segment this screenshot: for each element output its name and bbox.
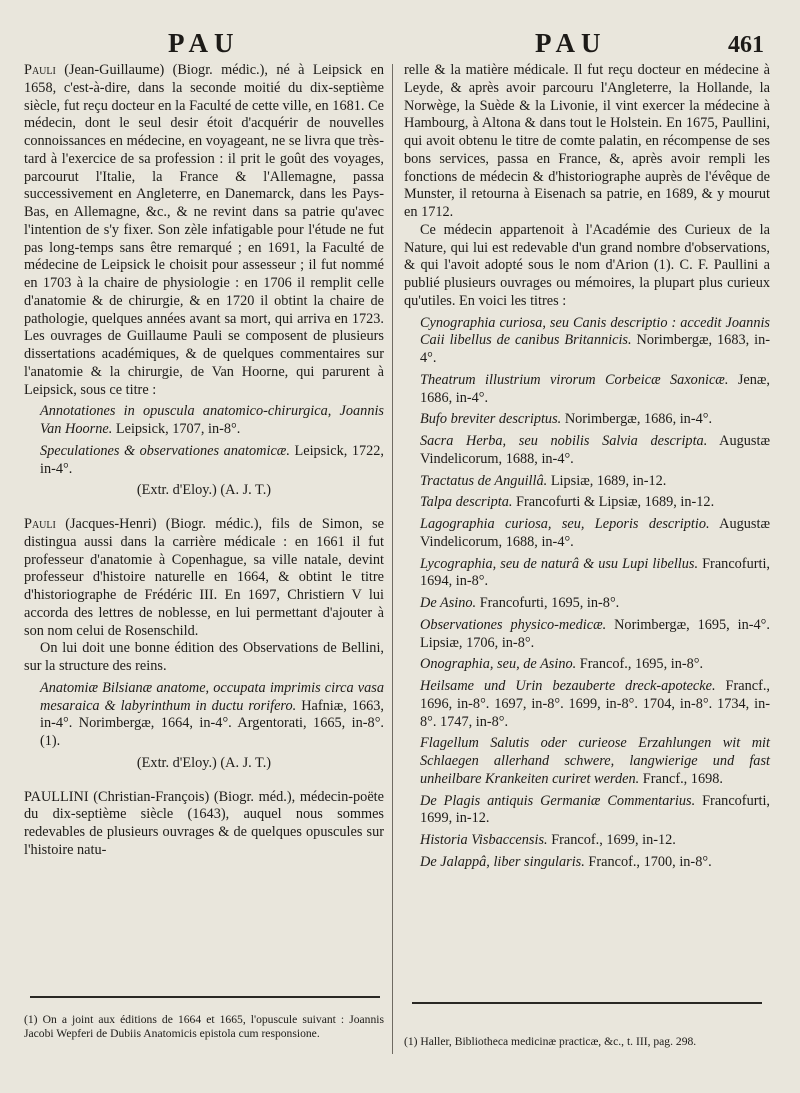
work-reference xyxy=(404,473,770,491)
column-divider xyxy=(392,64,393,1054)
work-publication: Francof., 1695, in-8°. xyxy=(579,656,704,673)
work-publication: Francofurti, 1695, in-8°. xyxy=(479,595,620,611)
work-reference xyxy=(24,403,384,439)
work-title: Lagographia curiosa, seu, Leporis descriptio. xyxy=(420,516,710,532)
work-title: Heilsame und Urin bezauberte dreck-apotecke. xyxy=(420,678,716,694)
footnote-rule xyxy=(412,1002,762,1004)
work-publication: Leipsick, 1707, in-8°. xyxy=(115,421,241,437)
entry-text xyxy=(24,516,384,640)
work-publication: Francofurti & Lipsiæ, 1689, in-12. xyxy=(516,494,715,511)
work-reference xyxy=(404,617,770,653)
footnote-right: (1) Haller, Bibliotheca medicinæ practicæ, &c., t. III, pag. 298. xyxy=(404,1035,697,1048)
work-publication: Norimbergæ, 1695, in-4°. Lipsiæ, 1706, in-8°. xyxy=(420,616,770,651)
work-title: De Asino. xyxy=(420,595,477,611)
work-title: Speculationes & observationes anatomicæ. xyxy=(40,442,290,459)
work-publication: Francof., 1699, in-12. xyxy=(551,832,676,848)
work-reference xyxy=(404,793,770,829)
entry-pauli-jean-guillaume xyxy=(24,62,384,500)
work-publication: Leipsick, 1722, in-4°. xyxy=(40,442,385,477)
work-title: De Jalappâ, liber singularis. xyxy=(420,853,585,870)
page-number: 461 xyxy=(728,32,764,58)
work-publication: Augustæ Vindelicorum, 1688, in-4°. xyxy=(420,516,770,550)
work-title: Historia Visbaccensis. xyxy=(420,832,548,848)
entry-paullini xyxy=(24,789,384,860)
entry-source: (Extr. d'Eloy.) (A. J. T.) xyxy=(136,754,272,771)
work-publication: Francofurti, 1699, in-12. xyxy=(420,792,770,827)
entry-body: (Jacques-Henri) (Biogr. médic.), fils de Simon, se distingua aussi dans la carrière médicale : en 1661 il fut professeur d'anatomie à Copenhague, sa ville natale, devint professeur d'histoire naturelle en 1664, & obtint le titre d'historiographe de Frédéric III. En 1697, Christiern V lui accorda des lettres de noblesse, en lui permettant d'ajouter à son nom celui de Rosenschild. xyxy=(24,516,384,639)
entry-pauli-jacques-henri xyxy=(24,516,384,773)
work-title: Flagellum Salutis oder curieose Erzahlungen wit mit Schlaegen allerhand schwere, langwierige und fast unheilbare Krankeiten curiret werden. xyxy=(420,735,770,787)
work-reference xyxy=(404,556,770,592)
entry-name: Pauli xyxy=(24,516,56,532)
work-title: Onographia, seu, de Asino. xyxy=(420,656,577,673)
left-column xyxy=(24,62,384,874)
right-column xyxy=(404,62,770,872)
footnote-left: (1) On a joint aux éditions de 1664 et 1665, l'opuscule suivant : Joannis Jacobi Wepferi de Dubiis Anatomicis epistola cum responsione. xyxy=(24,1013,384,1040)
work-reference xyxy=(404,494,770,512)
work-reference xyxy=(24,443,384,479)
work-publication: Augustæ Vindelicorum, 1688, in-4°. xyxy=(420,433,770,467)
running-head xyxy=(0,22,800,62)
work-publication: Francf., 1696, in-8°. 1697, in-8°. 1699, in-8°. 1704, in-8°. 1734, in-8°. 1747, in-8°. xyxy=(420,678,770,730)
work-title: Tractatus de Anguillâ. xyxy=(420,472,548,489)
work-publication: Hafniæ, 1663, in-4°. Norimbergæ, 1664, in-4°. Argentorati, 1665, in-8°. (1). xyxy=(40,697,385,749)
work-title: Talpa descripta. xyxy=(420,494,513,511)
work-publication: Jenæ, 1686, in-4°. xyxy=(420,371,770,406)
works-list xyxy=(404,315,770,872)
entry-text xyxy=(24,62,384,399)
running-head-right: PAU xyxy=(535,28,607,58)
entry-paragraph: On lui doit une bonne édition des Observations de Bellini, sur la structure des reins. xyxy=(24,640,384,674)
entry-body: (Jean-Guillaume) (Biogr. médic.), né à Leipsick en 1658, c'est-à-dire, dans la seconde moitié du dix-septième siècle, fut reçu docteur en la Faculté de cette ville, en 1681. Ce médecin, dont le seul desir étoit d'acquérir de nouvelles connoissances en médecine, en voyageant, ne se livra que très-tard à l'exercice de sa profession : il prit le goût des voyages, parcourut l'Italie, la France & l'Allemagne, passa successivement en Angleterre, en Danemarck, dans les Pays-Bas, en Allemagne, &c., & ne revint dans sa patrie qu'avec l'intention de s'y fixer. Son zèle infatigable pour l'étude ne fut pas long-temps sans être remarqué ; en 1691, la Faculté de médecine de Leipsick le choisit pour assesseur ; il fut nommé en 1703 à la chaire de physiologie : en 1706 il remplit celle d'anatomie & de chirurgie, & en 1720 il obtint la chaire de pathologie, quelques années avant sa mort, qui arriva en 1723. Les ouvrages de Guillaume Pauli se composent de plusieurs dissertations académiques, & de quelques commentaires sur l'anatomie & la chirurgie, de Van Hoorne, qui parurent à Leipsick, sous ce titre : xyxy=(24,62,384,398)
work-publication: Francof., 1700, in-8°. xyxy=(588,853,712,870)
work-reference xyxy=(404,854,770,872)
work-title: De Plagis antiquis Germaniæ Commentarius. xyxy=(420,792,696,809)
work-title: Cynographia curiosa, seu Canis descriptio : accedit Joannis Caii libellus de canibus Britannicis. xyxy=(420,314,770,349)
work-reference xyxy=(404,595,770,613)
work-title: Lycographia, seu de naturâ & usu Lupi libellus. xyxy=(420,555,699,572)
work-reference xyxy=(404,656,770,674)
entry-name: PAULLINI xyxy=(24,788,89,805)
entry-text xyxy=(24,789,384,860)
running-head-left: PAU xyxy=(168,28,240,58)
entry-paragraph: Ce médecin appartenoit à l'Académie des Curieux de la Nature, qui lui est redevable d'un grand nombre d'observations, & qui l'avoit adopté sous le nom d'Arion (1). C. F. Paullini a publié plusieurs ouvrages ou mémoires, la plupart plus curieux qu'utiles. En voici les titres : xyxy=(404,221,770,309)
work-title: Annotationes in opusculа anatomico-chirurgica, Joannis Van Hoorne. xyxy=(40,403,384,437)
work-publication: Norimbergæ, 1683, in-4°. xyxy=(420,332,771,366)
entry-continuation: relle & la matière médicale. Il fut reçu docteur en médecine à Leyde, & après avoir parcouru l'Angleterre, la Hollande, la Norwège, la Suède & la Livonie, il vint exercer la médecine à Hambourg, à Altona & dans tout le Holstein. En 1675, Paullini, qui avoit obtenu le titre de comte palatin, en récompense de ses bons services, passa en France, &, après avoir rempli les fonctions de médecin & d'historiographe auprès de l'évêque de Munster, il retourna à Eisenach sa patrie, en 1689, & y mourut en 1712. xyxy=(404,62,770,220)
work-reference xyxy=(404,372,770,408)
work-reference xyxy=(404,411,770,429)
work-title: Bufo breviter descriptus. xyxy=(420,411,562,428)
work-reference xyxy=(404,315,770,368)
work-publication: Norimbergæ, 1686, in-4°. xyxy=(564,411,713,428)
work-title: Sacra Herba, seu nobilis Salvia descripta. xyxy=(420,433,708,449)
work-reference xyxy=(404,832,770,850)
entry-name: Pauli xyxy=(24,62,56,78)
work-reference xyxy=(404,735,770,788)
work-title: Theatrum illustrium virorum Corbeicæ Saxonicæ. xyxy=(420,371,729,388)
work-publication: Francf., 1698. xyxy=(642,770,723,787)
entry-source: (Extr. d'Eloy.) (A. J. T.) xyxy=(136,482,272,499)
footnote-rule xyxy=(30,996,380,998)
work-title: Observationes physico-medicæ. xyxy=(420,616,607,633)
work-publication: Lipsiæ, 1689, in-12. xyxy=(550,472,667,489)
work-reference xyxy=(404,678,770,731)
work-title: Anatomiæ Bilsianæ anatome, occupata imprimis circa vasa mesaraica & labyrinthum in ductu rorifero. xyxy=(40,679,384,714)
work-publication: Francofurti, 1694, in-8°. xyxy=(420,555,770,590)
work-reference xyxy=(24,680,384,751)
entry-body: (Christian-François) (Biogr. méd.), médecin-poëte du dix-septième siècle (1643), auquel nous sommes redevables de plusieurs ouvrages & de quelques opuscules sur l'histoire natu- xyxy=(24,788,384,858)
work-reference xyxy=(404,516,770,552)
work-reference xyxy=(404,433,770,469)
